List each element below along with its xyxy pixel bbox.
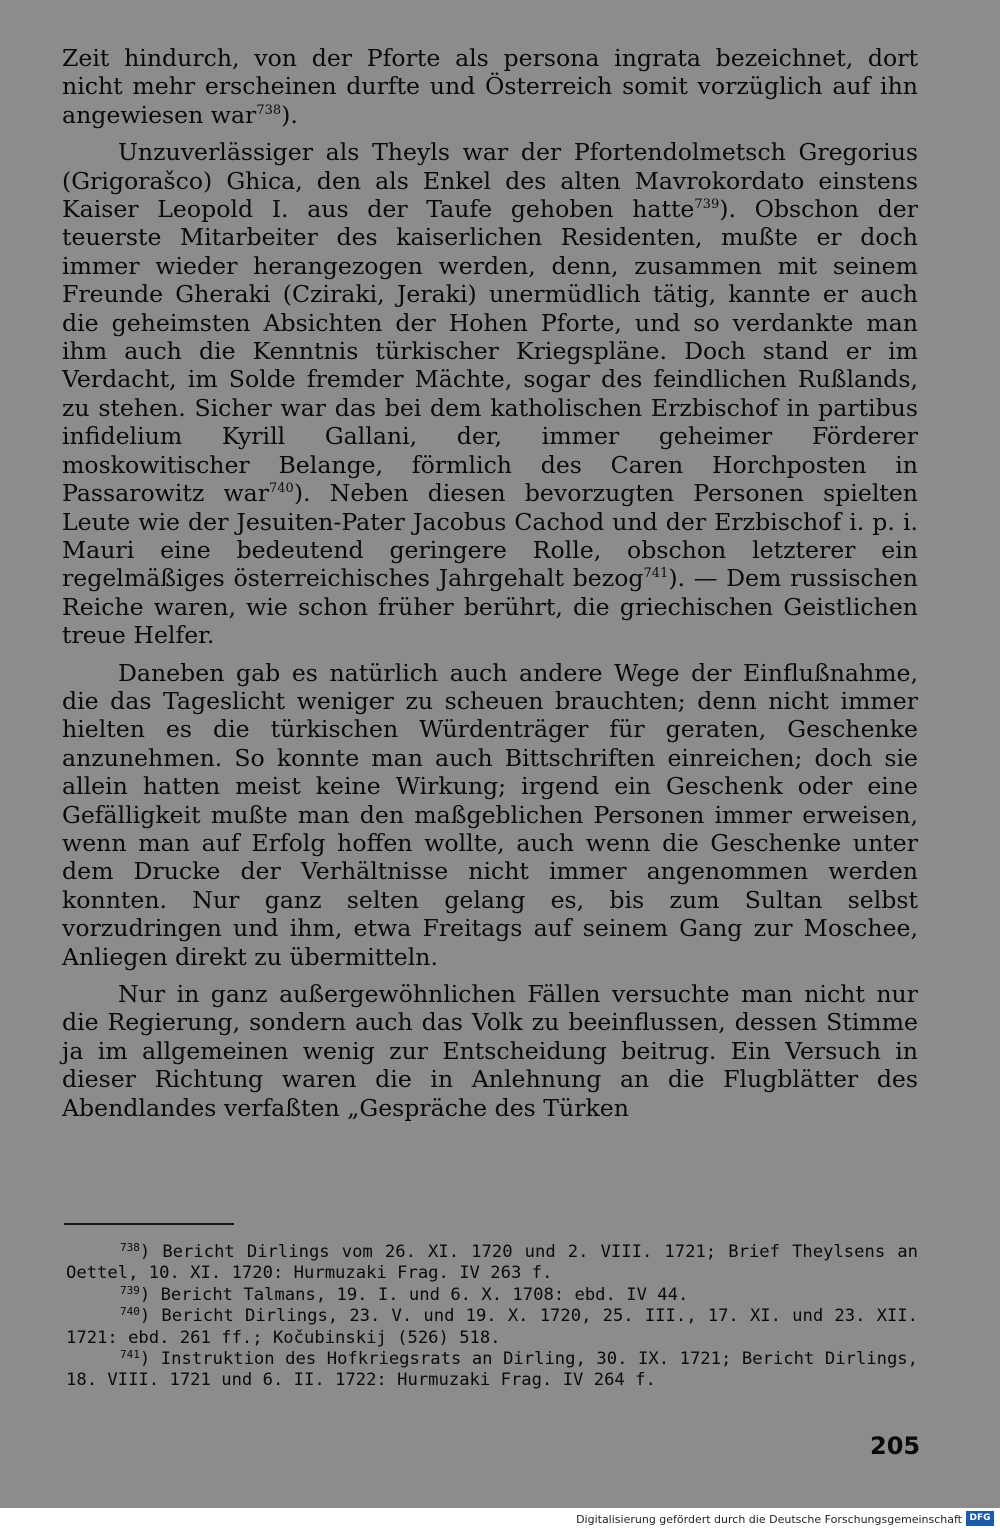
dfg-logo-icon: DFG bbox=[966, 1511, 994, 1526]
footnote-number: 739 bbox=[120, 1283, 140, 1297]
paragraph-text: ). Obschon der teuerste Mitarbeiter des kaiserlichen Residenten, mußte er doch immer wieder herangezogen werden, denn, zusammen mit seinem Freunde Gheraki (Cziraki, Jeraki) unermüdlich tätig, kannte er auch die geheimsten Absichten der Hohen Pforte, und so verdankte man ihm auch die Kenntnis türkischer Kriegspläne. Doch stand er im Verdacht, im Solde fremder Mächte, sogar des feindlichen Rußlands, zu stehen. Sicher war das bei dem katholischen Erzbischof in partibus infidelium Kyrill Gallani, der, immer geheimer Förderer moskowitischer Belange, förmlich des Caren Horchposten in Passarowitz war bbox=[62, 195, 918, 508]
funding-credit: Digitalisierung gefördert durch die Deutsche Forschungsgemeinschaft bbox=[576, 1513, 962, 1526]
footnote-divider bbox=[64, 1223, 234, 1225]
footnote-text: Bericht Dirlings vom 26. XI. 1720 und 2. VIII. 1721; Brief Theylsens an Oettel, 10. XI. 1720: Hurmuzaki Frag. IV 263 f. bbox=[66, 1242, 918, 1284]
footnote-ref[interactable]: 739 bbox=[694, 197, 720, 213]
page-number: 205 bbox=[870, 1432, 921, 1460]
footnote-number: 741 bbox=[120, 1348, 140, 1362]
footnote-738: $^{738}$) Bericht Dirlings vom 26. XI. 1720 und 2. VIII. 1721; Brief Theylsens an Oettel, 10. XI. 1720: Hurmuzaki Frag. IV 263 f. bbox=[66, 1241, 918, 1284]
paragraph-1 bbox=[62, 44, 918, 129]
footnotes bbox=[66, 1242, 918, 1392]
body-text bbox=[62, 44, 918, 1122]
footnote-741: $^{741}$) Instruktion des Hofkriegsrats an Dirling, 30. IX. 1721; Bericht Dirlings, 18. VIII. 1721 und 6. II. 1722: Hurmuzaki Frag. IV 264 f. bbox=[66, 1348, 918, 1391]
footnote-number: 740 bbox=[120, 1305, 140, 1319]
paragraph-2 bbox=[62, 138, 918, 649]
footnote-ref[interactable]: 740 bbox=[269, 481, 294, 497]
paragraph-text: Nur in ganz außergewöhnlichen Fällen versuchte man nicht nur die Regierung, sondern auch das Volk zu beeinflussen, dessen Stimme ja im allgemeinen wenig zur Entscheidung beitrug. Ein Versuch in dieser Richtung waren die in Anlehnung an die Flugblätter des Abendlandes verfaßten „Gespräche des Türken bbox=[62, 980, 918, 1122]
footnote-739: $^{739}$) Bericht Talmans, 19. I. und 6. X. 1708: ebd. IV 44. bbox=[120, 1283, 689, 1305]
footnote-text: Bericht Talmans, 19. I. und 6. X. 1708: ebd. IV 44. bbox=[160, 1284, 689, 1305]
paragraph-3 bbox=[62, 659, 918, 971]
footnote-number: 738 bbox=[120, 1241, 140, 1254]
paragraph-text: ). bbox=[281, 100, 298, 129]
paragraph-text: ). — Dem russischen Reiche waren, wie schon früher berührt, die griechischen Geistlichen treue Helfer. bbox=[62, 564, 918, 650]
footnote-740: $^{740}$) Bericht Dirlings, 23. V. und 19. X. 1720, 25. III., 17. XI. und 23. XII. 1721: ebd. 261 ff.; Kočubinskij (526) 518. bbox=[66, 1305, 918, 1348]
paragraph-text: ). Neben diesen bevorzugten Personen spielten Leute wie der Jesuiten-Pater Jacobus Cachod und der Erzbischof i. p. i. Mauri eine bedeutend geringere Rolle, obschon letzterer ein regelmäßiges österreichisches Jahrgehalt bezog bbox=[62, 479, 919, 593]
footnote-text: Instruktion des Hofkriegsrats an Dirling, 30. IX. 1721; Bericht Dirlings, 18. VIII. 1721 und 6. II. 1722: Hurmuzaki Frag. IV 264 f. bbox=[66, 1349, 918, 1391]
paragraph-text: Unzuverlässiger als Theyls war der Pfortendolmetsch Gregorius (Grigorašco) Ghica, den als Enkel des alten Mavrokordato einstens Kaiser Leopold I. aus der Taufe gehoben hatte bbox=[62, 138, 918, 224]
footnote-text: Bericht Dirlings, 23. V. und 19. X. 1720, 25. III., 17. XI. und 23. XII. 1721: ebd. 261 ff.; Kočubinskij (526) 518. bbox=[66, 1306, 918, 1348]
paragraph-text: Zeit hindurch, von der Pforte als persona ingrata bezeichnet, dort nicht mehr erscheinen durfte und Österreich somit vorzüglich auf ihn angewiesen war bbox=[62, 44, 918, 129]
footnote-ref[interactable]: 741 bbox=[643, 566, 669, 582]
paragraph-text: Daneben gab es natürlich auch andere Wege der Einflußnahme, die das Tageslicht weniger zu scheuen brauchten; denn nicht immer hielten es die türkischen Würdenträger für geraten, Geschenke anzunehmen. So konnte man auch Bittschriften einreichen; doch sie allein hatten meist keine Wirkung; irgend ein Geschenk oder eine Gefälligkeit mußte man den maßgeblichen Personen immer erweisen, wenn man auf Erfolg hoffen wollte, auch wenn die Geschenke unter dem Drucke der Verhältnisse nicht immer angenommen werden konnten. Nur ganz selten gelang es, bis zum Sultan selbst vorzudringen und ihm, etwa Freitags auf seinem Gang zur Moschee, Anliegen direkt zu übermitteln. bbox=[62, 658, 918, 971]
footnote-ref[interactable]: 738 bbox=[256, 102, 282, 118]
paragraph-4 bbox=[62, 980, 918, 1122]
